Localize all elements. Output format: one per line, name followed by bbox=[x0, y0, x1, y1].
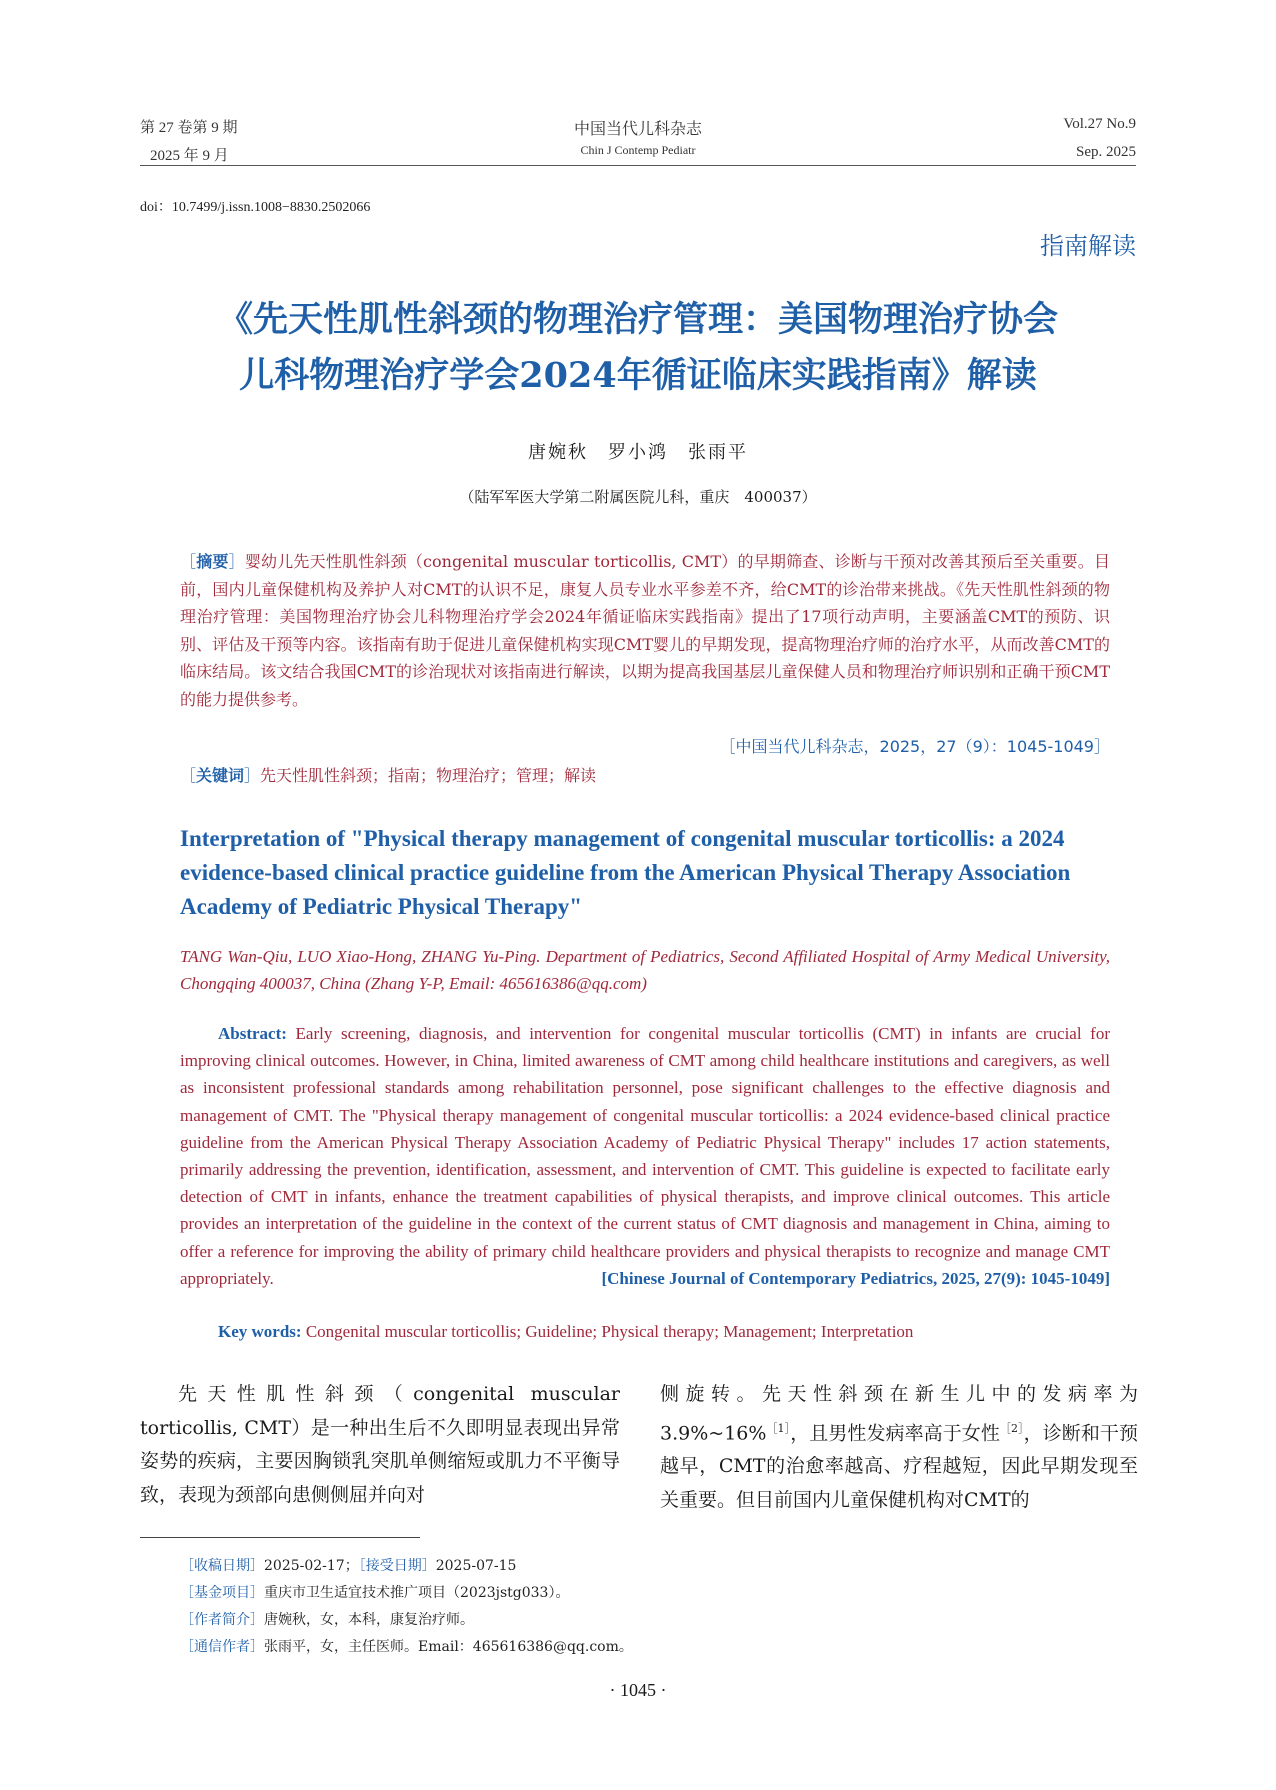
citation-cn: ［中国当代儿科杂志，2025，27（9）：1045-1049］ bbox=[719, 737, 1110, 756]
abstract-cn-label: ［摘要］ bbox=[180, 552, 245, 571]
footnotes bbox=[180, 1553, 940, 1661]
footnote-dates: ［收稿日期］2025-02-17；［接受日期］2025-07-15 bbox=[180, 1558, 517, 1574]
abstract-en-text: Early screening, diagnosis, and intervention for congenital muscular torticollis (CMT) in infants are crucial for improving clinical outcomes. However, in China, limited awareness of CMT among child healthcare institutions and caregivers, as well as inconsistent professional standards among rehabilitation personnel, pose significant challenges to the effective diagnosis and management of CMT. The "Physical therapy management of congenital muscular torticollis: a 2024 evidence-based clinical practice guideline from the American Physical Therapy Association Academy of Pediatric Physical Therapy" includes 17 action statements, primarily addressing the prevention, identification, assessment, and intervention of CMT. This guideline is expected to facilitate early detection of CMT in infants, enhance the treatment capabilities of physical therapists, and improve clinical outcomes. This article provides an interpretation of the guideline in the context of the current status of CMT diagnosis and management in China, aiming to offer a reference for improving the ability of primary child healthcare providers and physical therapists to recognize and manage CMT appropriately. bbox=[180, 1024, 1110, 1288]
abstract-en-label: Abstract: bbox=[218, 1024, 287, 1043]
header-date-cn: 2025 年 9 月 bbox=[150, 148, 229, 164]
ref-2[interactable]: ［2］ bbox=[999, 1421, 1024, 1435]
abstract-en bbox=[180, 1020, 1110, 1292]
footnote-author: ［作者简介］唐婉秋，女，本科，康复治疗师。 bbox=[180, 1612, 474, 1628]
doi: doi：10.7499/j.issn.1008−8830.2502066 bbox=[140, 200, 371, 215]
header-date-en: Sep. 2025 bbox=[1076, 144, 1136, 160]
title-cn bbox=[140, 292, 1136, 404]
footnote-corresponding: ［通信作者］张雨平，女，主任医师。Email：465616386@qq.com。 bbox=[180, 1639, 633, 1655]
ref-1[interactable]: ［1］ bbox=[766, 1421, 791, 1435]
header-journal-cn: 中国当代儿科杂志 bbox=[573, 119, 702, 138]
header-journal-en: Chin J Contemp Pediatr bbox=[580, 143, 696, 157]
keywords-cn bbox=[180, 763, 1110, 786]
keywords-cn-label: ［关键词］ bbox=[180, 766, 261, 785]
keywords-en-text: Congenital muscular torticollis; Guideline; Physical therapy; Management; Interpretation bbox=[305, 1322, 914, 1341]
page-number: · 1045 · bbox=[609, 1680, 667, 1700]
keywords-en-label: Key words: bbox=[218, 1322, 302, 1341]
citation-en: [Chinese Journal of Contemporary Pediatrics, 2025, 27(9): 1045-1049] bbox=[601, 1268, 1110, 1288]
authors-cn: 唐婉秋 罗小鸿 张雨平 bbox=[528, 442, 748, 463]
title-cn-line2: 儿科物理治疗学会2024年循证临床实践指南》解读 bbox=[239, 355, 1037, 396]
header-volume-en: Vol.27 No.9 bbox=[1063, 116, 1136, 132]
authors-en: TANG Wan-Qiu, LUO Xiao-Hong, ZHANG Yu-Ping. Department of Pediatrics, Second Affiliated Hospital of Army Medical University, Chongqing 400037, China (Zhang Y-P, Email: 465616386@qq.com) bbox=[180, 947, 1110, 993]
title-cn-line1: 《先天性肌性斜颈的物理治疗管理：美国物理治疗协会 bbox=[217, 299, 1058, 340]
keywords-en bbox=[218, 1318, 1110, 1345]
body-column-right: 侧旋转。先天性斜颈在新生儿中的发病率为3.9%~16%$^{[1]}$，且男性发病率高于女性$^{[2]}$，诊断和干预越早，CMT的治愈率越高、疗程越短，因此早期发现至关重要。但目前国内儿童保健机构对CMT的 bbox=[660, 1383, 1138, 1511]
footnote-fund: ［基金项目］重庆市卫生适宜技术推广项目（2023jstg033）。 bbox=[180, 1585, 570, 1601]
title-en: Interpretation of "Physical therapy management of congenital muscular torticollis: a 2024 evidence-based clinical practice guideline from the American Physical Therapy Association Academy of Pediatric Physical Therapy" bbox=[180, 826, 1071, 919]
body-column-left: 先天性肌性斜颈（congenital muscular torticollis, CMT）是一种出生后不久即明显表现出异常姿势的疾病，主要因胸锁乳突肌单侧缩短或肌力不平衡导致，表现为颈部向患侧侧屈并向对 bbox=[140, 1383, 620, 1506]
header-volume-cn: 第 27 卷第 9 期 bbox=[140, 120, 238, 136]
abstract-cn-text: 婴幼儿先天性肌性斜颈（congenital muscular torticollis, CMT）的早期筛查、诊断与干预对改善其预后至关重要。目前，国内儿童保健机构及养护人对CMT的认识不足，康复人员专业水平参差不齐，给CMT的诊治带来挑战。《先天性肌性斜颈的物理治疗管理：美国物理治疗协会儿科物理治疗学会2024年循证临床实践指南》提出了17项行动声明，主要涵盖CMT的预防、识别、评估及干预等内容。该指南有助于促进儿童保健机构实现CMT婴儿的早期发现，提高物理治疗师的治疗水平，从而改善CMT的临床结局。该文结合我国CMT的诊治现状对该指南进行解读，以期为提高我国基层儿童保健人员和物理治疗师识别和正确干预CMT的能力提供参考。 bbox=[180, 552, 1110, 709]
abstract-cn bbox=[180, 548, 1110, 713]
header-rule bbox=[140, 165, 1136, 166]
affiliation-cn: （陆军军医大学第二附属医院儿科，重庆 400037） bbox=[459, 488, 817, 506]
keywords-cn-text: 先天性肌性斜颈；指南；物理治疗；管理；解读 bbox=[260, 766, 597, 785]
footnote-rule bbox=[140, 1537, 420, 1538]
section-label: 指南解读 bbox=[1040, 232, 1136, 260]
